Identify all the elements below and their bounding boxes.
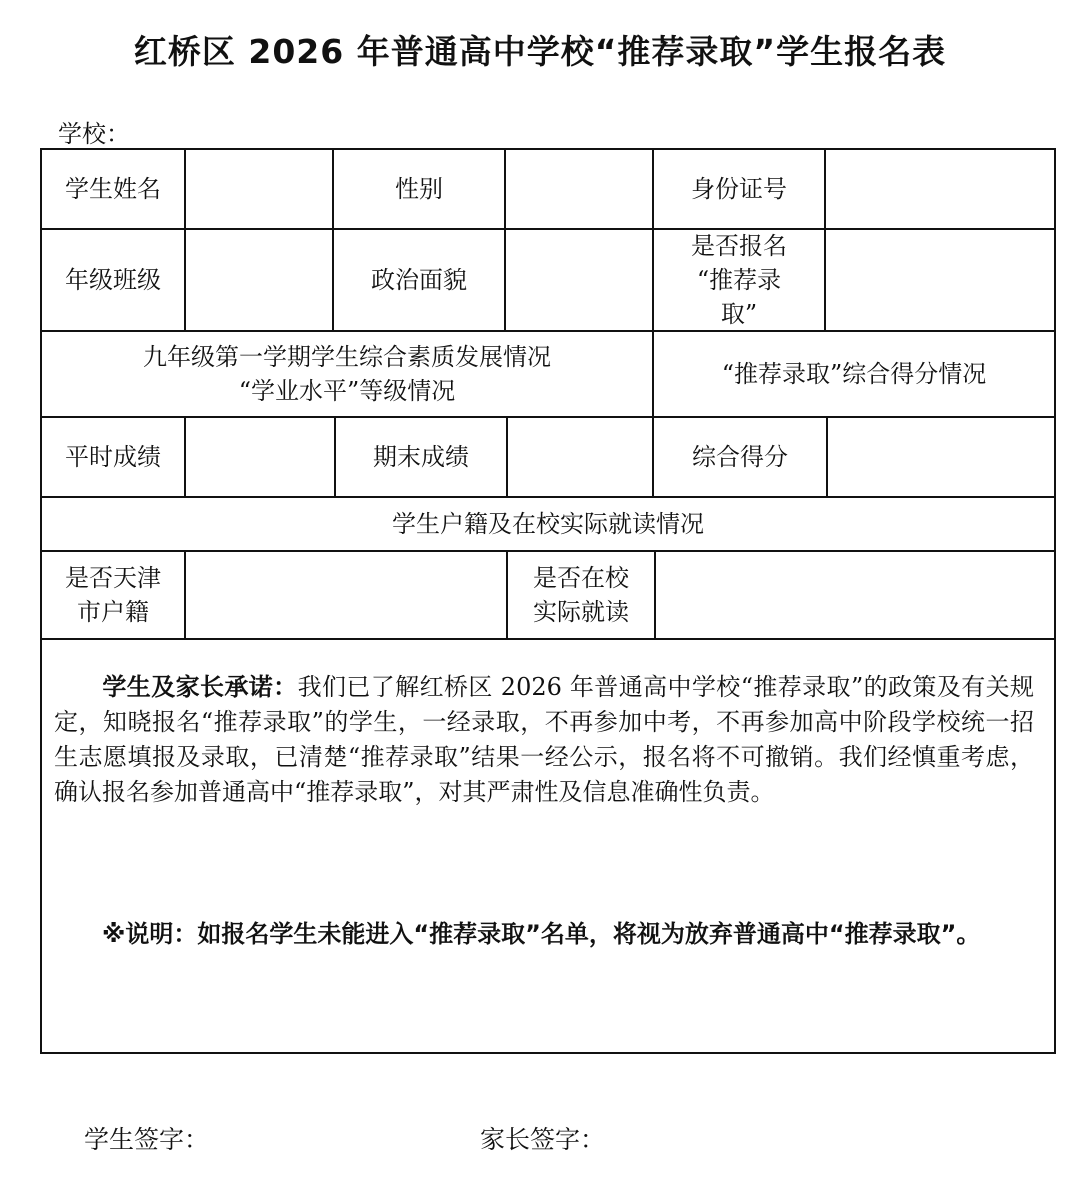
student-signature-label: 学生签字： <box>84 1125 210 1154</box>
label-actually-enrolled <box>508 552 654 638</box>
label-apply-recommend-line1: 是否报名 <box>691 232 787 260</box>
field-political-status[interactable] <box>506 230 652 330</box>
label-apply-recommend-line3: 取” <box>720 300 758 328</box>
header-score-status: “推荐录取”综合得分情况 <box>721 360 987 388</box>
label-id-number: 身份证号 <box>691 175 787 203</box>
pledge-lead: 学生及家长承诺： <box>102 673 298 701</box>
label-apply-recommend <box>654 230 824 330</box>
header-quality-development <box>42 332 652 416</box>
header-residence-enrollment: 学生户籍及在校实际就读情况 <box>392 510 704 538</box>
field-student-name[interactable] <box>186 150 332 228</box>
label-student-name: 学生姓名 <box>65 175 161 203</box>
field-gender[interactable] <box>506 150 652 228</box>
header-quality-line2: “学业水平”等级情况 <box>238 377 456 405</box>
note-paragraph <box>54 916 1034 953</box>
field-id-number[interactable] <box>826 150 1054 228</box>
registration-form-table <box>40 148 1056 1054</box>
label-enrolled-line2: 实际就读 <box>533 598 629 626</box>
field-grade-class[interactable] <box>186 230 332 330</box>
label-gender: 性别 <box>395 175 443 203</box>
field-tianjin-residence[interactable] <box>186 552 506 638</box>
pledge-paragraph <box>54 670 1034 810</box>
label-final-score: 期末成绩 <box>373 443 469 471</box>
header-quality-line1: 九年级第一学期学生综合素质发展情况 <box>143 343 551 371</box>
label-total-score: 综合得分 <box>692 443 788 471</box>
form-title: 红桥区 2026 年普通高中学校“推荐录取”学生报名表 <box>133 32 947 71</box>
pledge-body: 我们已了解红桥区 2026 年普通高中学校“推荐录取”的政策及有关规定，知晓报名“推荐录取”的学生，一经录取，不再参加中考，不再参加高中阶段学校统一招生志愿填报及录取，已清楚“推荐录取”结果一经公示，报名将不可撤销。我们经慎重考虑，确认报名参加普通高中“推荐录取”，对其严肃性及信息准确性负责。 <box>54 673 1035 806</box>
label-usual-score: 平时成绩 <box>65 443 161 471</box>
field-actually-enrolled[interactable] <box>656 552 1054 638</box>
field-apply-recommend[interactable] <box>826 230 1054 330</box>
label-grade-class: 年级班级 <box>65 266 161 294</box>
field-usual-score[interactable] <box>186 418 334 496</box>
label-tianjin-line2: 市户籍 <box>77 598 149 626</box>
note-text: ※说明：如报名学生未能进入“推荐录取”名单，将视为放弃普通高中“推荐录取”。 <box>102 920 981 948</box>
label-tianjin-line1: 是否天津 <box>65 564 161 592</box>
field-total-score[interactable] <box>828 418 1054 496</box>
row-divider <box>42 638 1054 640</box>
label-enrolled-line1: 是否在校 <box>533 564 629 592</box>
parent-signature-label: 家长签字： <box>480 1125 606 1154</box>
field-final-score[interactable] <box>508 418 652 496</box>
label-apply-recommend-line2: “推荐录 <box>696 266 782 294</box>
label-political-status: 政治面貌 <box>371 266 467 294</box>
label-tianjin-residence <box>42 552 184 638</box>
school-label: 学校： <box>58 120 130 148</box>
